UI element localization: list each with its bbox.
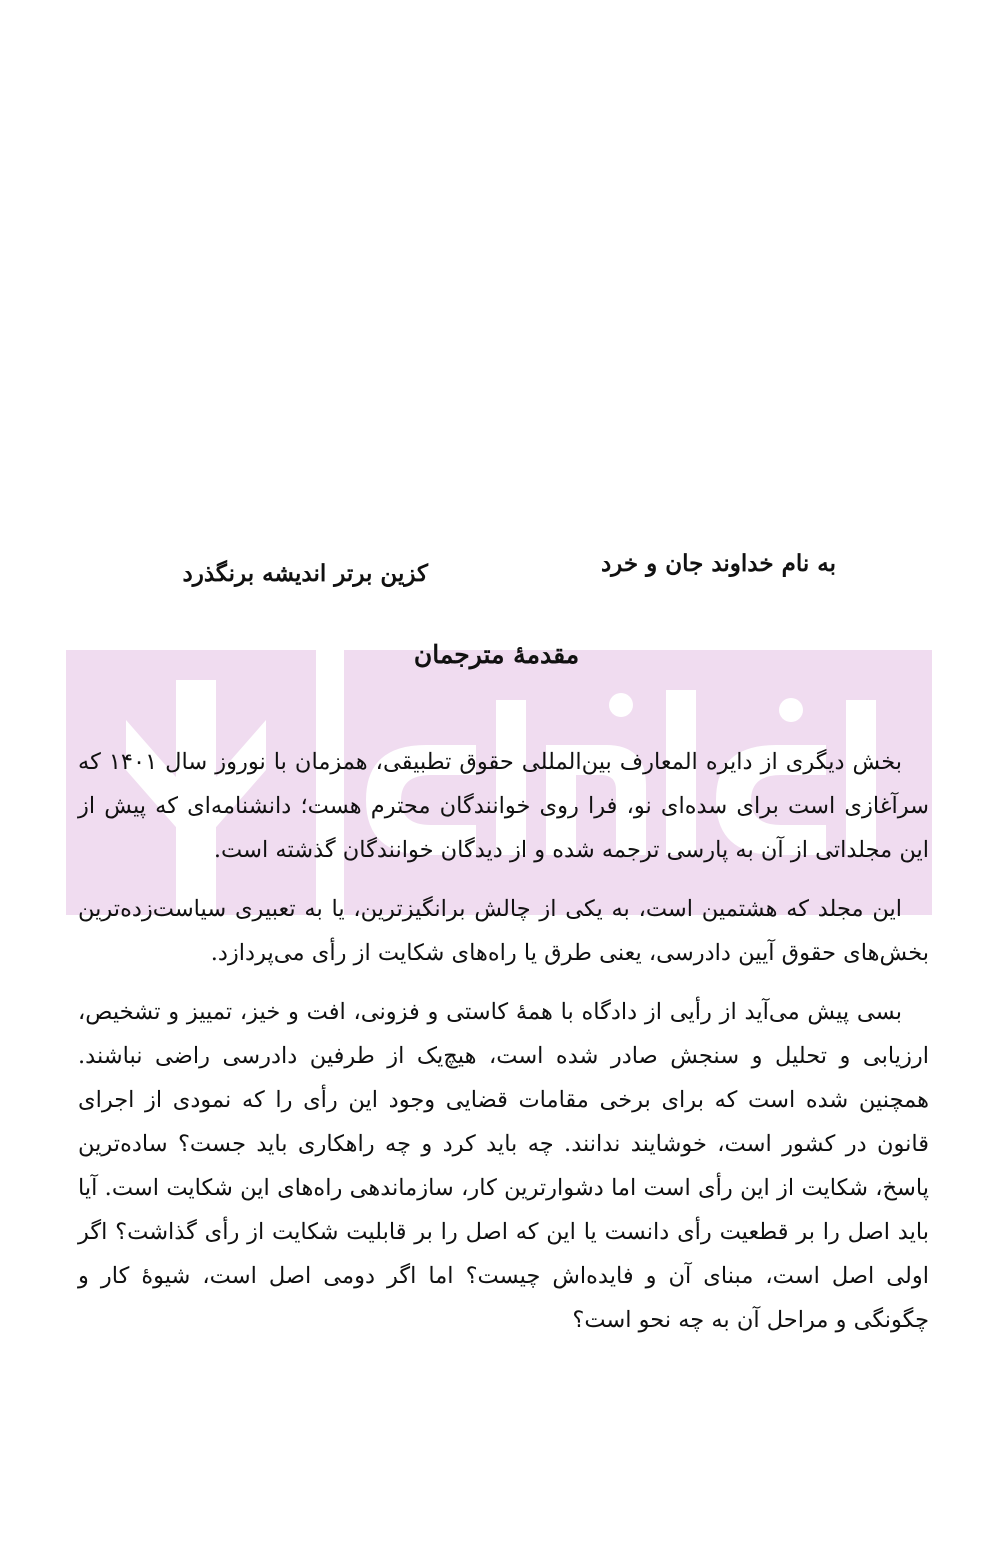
paragraph-3: بسی پیش می‌آید از رأیی از دادگاه با همهٔ کاستی و فزونی، افت و خیز، تمییز و تشخیص، ارزیابی و تحلیل و سنجش صادر شده است، هیچ‌یک از طرفین دادرسی راضی نباشند. همچنین شده است که برای برخی مقامات قضایی وجود این رأی را که نمودی از اجرای قانون در کشور است، خوشایند ندانند. چه باید کرد و چه راهکاری باید جست؟ ساده‌ترین پاسخ، شکایت از این رأی است اما دشوارترین کار، سازماندهی راه‌های این شکایت است. آیا باید اصل را بر قطعیت رأی دانست یا این که اصل را بر قابلیت شکایت از رأی گذاشت؟ اگر اولی اصل است، مبنای آن و فایده‌اش چیست؟ اما اگر دومی اصل است، شیوهٔ کار و چگونگی و مراحل آن به چه نحو است؟	[78, 999, 929, 1333]
verse-left-hemistich: کزین برتر اندیشه برنگذرد	[182, 560, 428, 587]
paragraph-2: این مجلد که هشتمین است، به یکی از چالش برانگیزترین، یا به تعبیری سیاست‌زده‌ترین بخش‌های حقوق آیین دادرسی، یعنی طرق یا راه‌های شکایت از رأی می‌پردازد.	[78, 896, 929, 966]
verse-right-hemistich: به نام خداوند جان و خرد	[600, 550, 836, 577]
body-text	[78, 740, 929, 1357]
paragraph-1: بخش دیگری از دایره المعارف بین‌المللی حقوق تطبیقی، همزمان با نوروز سال ۱۴۰۱ که سرآغازی است برای سده‌ای نو، فرا روی خوانندگان محترم هست؛ دانشنامه‌ای که پیش از این مجلداتی از آن به پارسی ترجمه شده و از دیدگان خوانندگان گذشته است.	[78, 749, 929, 863]
section-heading: مقدمهٔ مترجمان	[413, 640, 580, 669]
